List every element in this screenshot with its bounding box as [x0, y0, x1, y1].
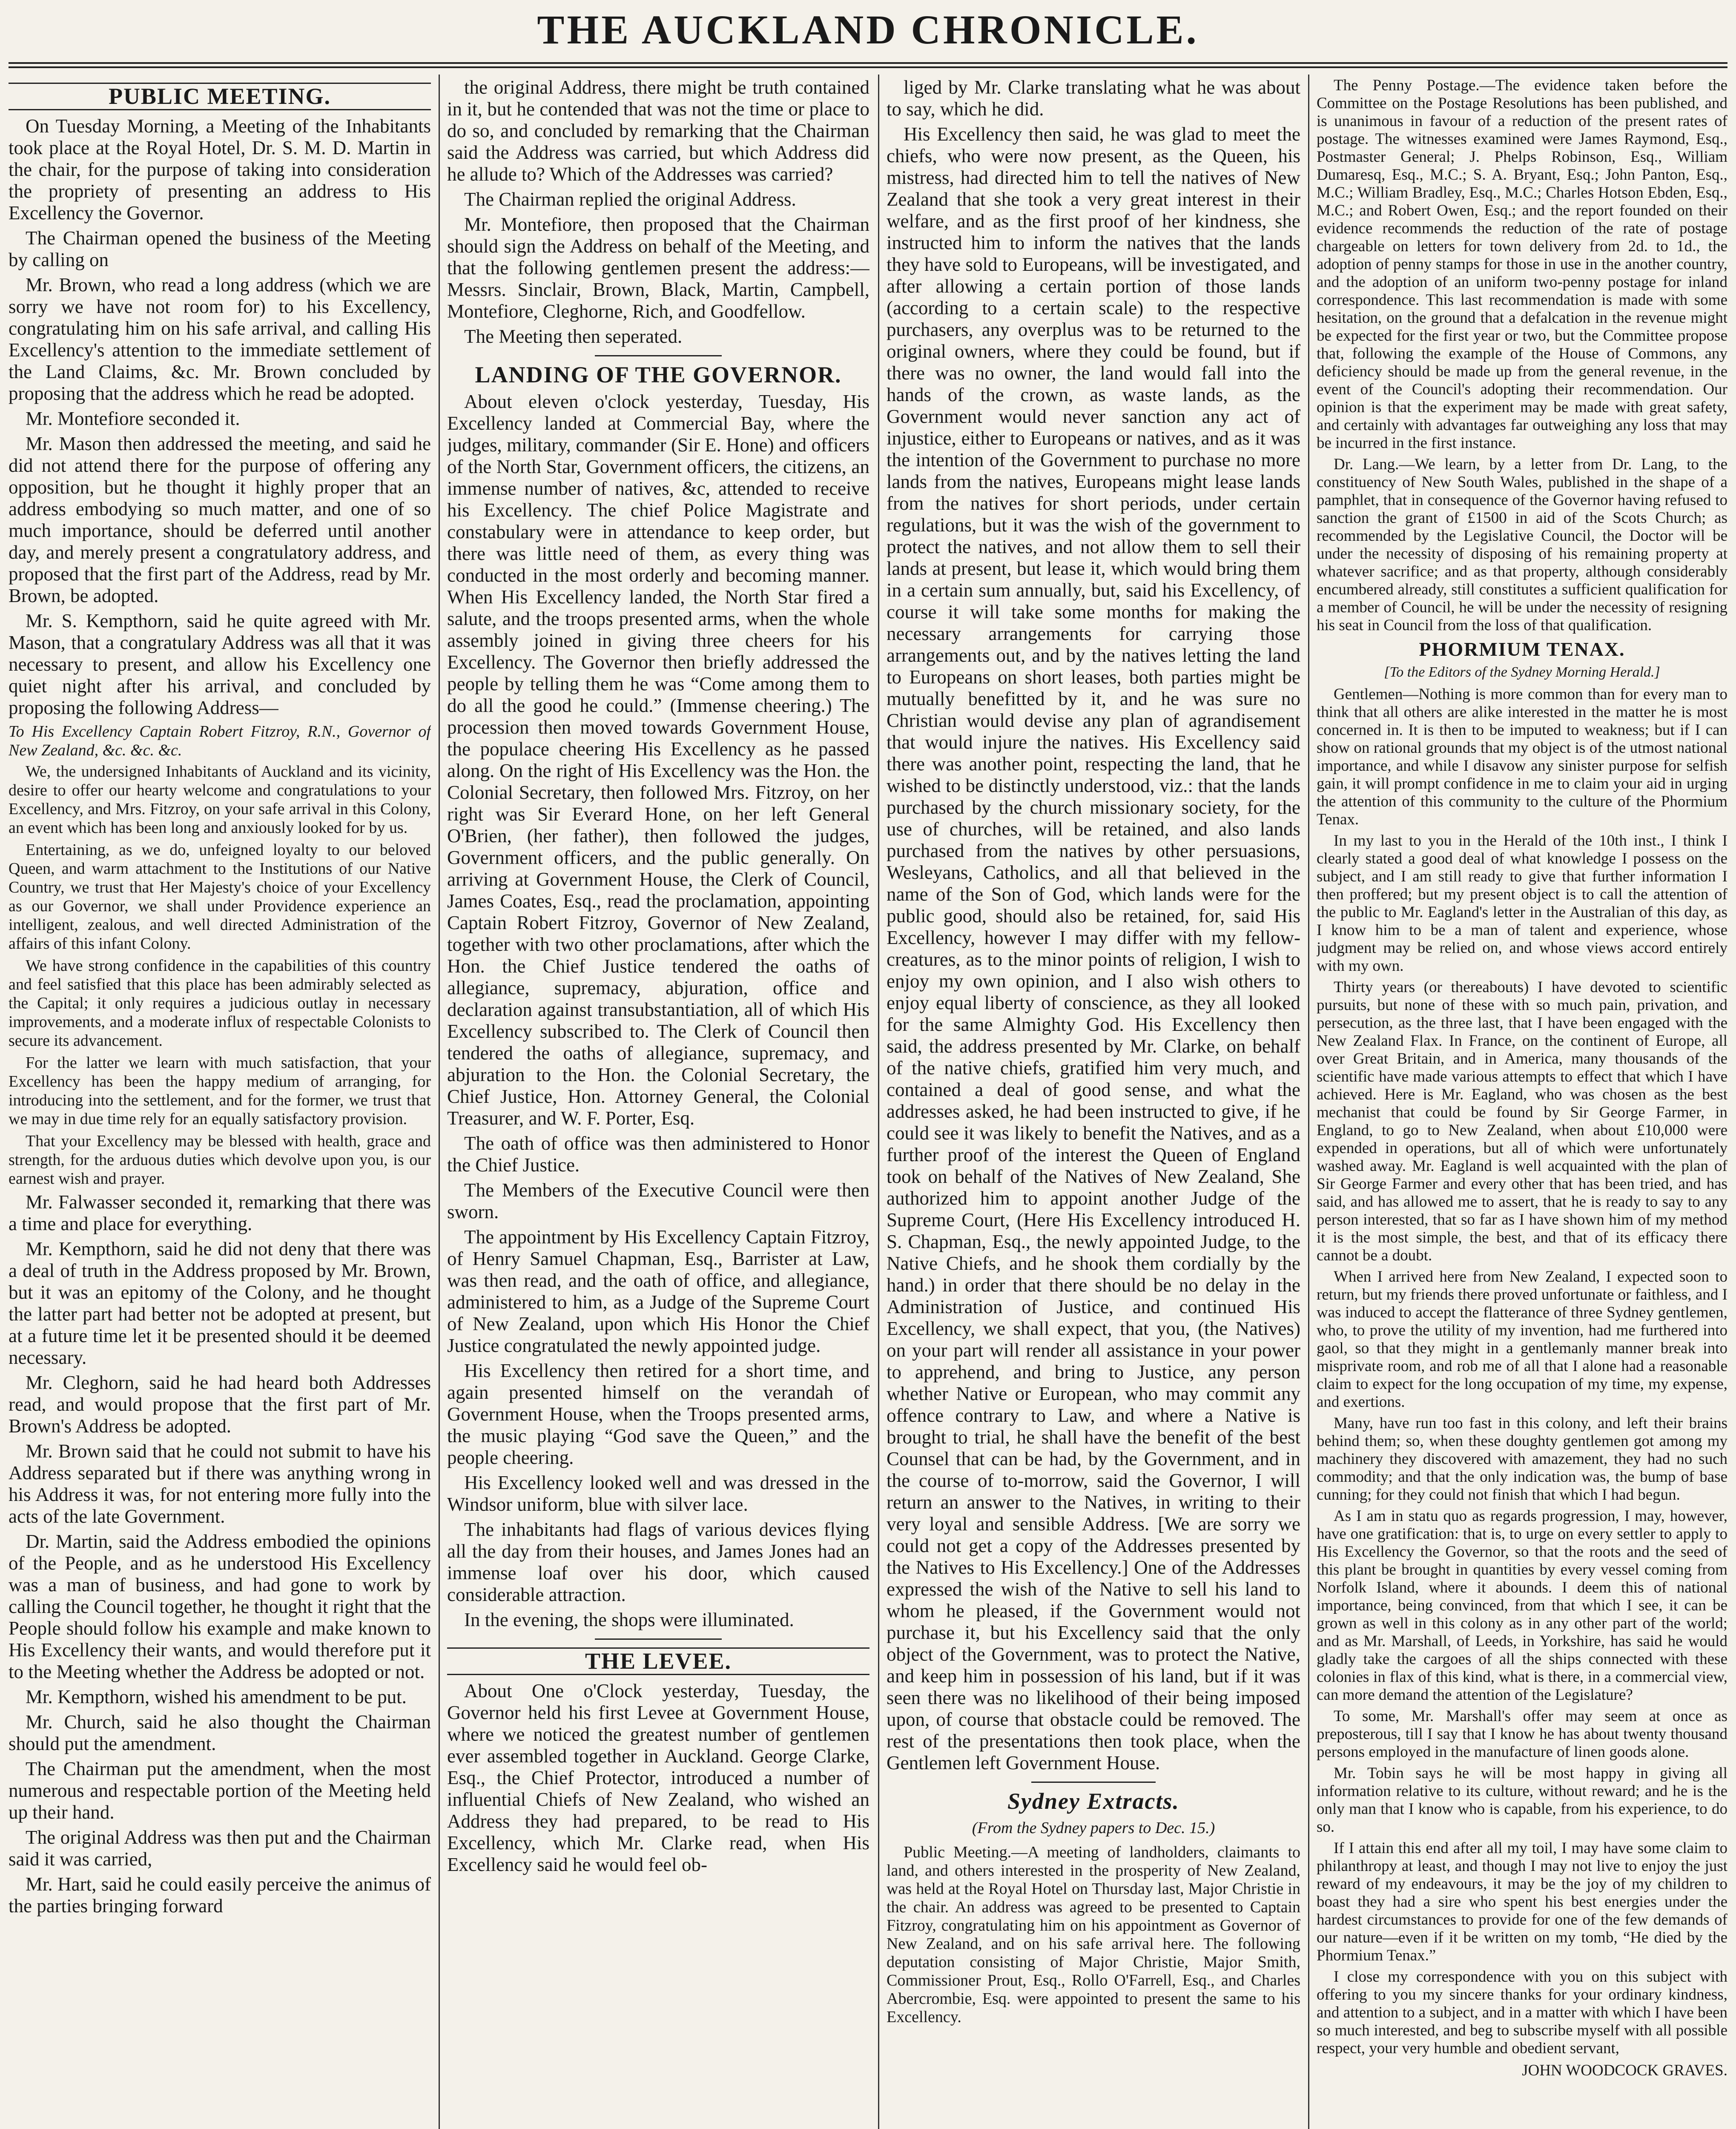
paragraph: The Members of the Executive Council were then sworn.: [447, 1179, 869, 1222]
paragraph: On Tuesday Morning, a Meeting of the Inhabitants took place at the Royal Hotel, Dr. S. M. D. Martin in the chair, for the purpose of taking into consideration the propriety of presenting an address to His Excellency the Governor.: [9, 115, 431, 224]
address-paragraph: We have strong confidence in the capabilities of this country and feel satisfied that this place has been admirably selected as the Capital; it only requires a judicious outlay in necessary improvements, and a moderate influx of respectable Colonists to secure its advancement.: [9, 957, 431, 1050]
sydney-extracts-heading: Sydney Extracts.: [1007, 1788, 1179, 1814]
paragraph: Thirty years (or thereabouts) I have devoted to scientific pursuits, but none of these with so much pain, privation, and persecution, as the three last, that I have been engaged with the New Zealand Flax. In France, on the continent of Europe, all over Great Britain, and in America, many thousands of the scientific have made various attempts to effect that which I have achieved. Here is Mr. Eagland, who was chosen as the best mechanist that could be found by Sir George Farmer, in England, to go to New Zealand, when about £10,000 were expended in operations, but all of which were unfortunately washed away. Mr. Eagland is well acquainted with the plan of Sir George Farmer and every other that has been tried, and has said, and has allowed me to assert, that he is ready to say to any person interested, that so far as I have shown him of my method it is the most simple, the best, and that of its efficacy there cannot be a doubt.: [1317, 978, 1727, 1264]
paragraph: His Excellency looked well and was dressed in the Windsor uniform, blue with silver lace.: [447, 1472, 869, 1515]
paragraph: The Chairman opened the business of the Meeting by calling on: [9, 227, 431, 270]
section-divider: [595, 355, 722, 356]
paragraph: Mr. S. Kempthorn, said he quite agreed with Mr. Mason, that a congratulary Address was all that it was necessary to present, and allow his Excellency one quiet night after his arrival, and concluded by proposing the following Address—: [9, 610, 431, 718]
section-divider: [1031, 1782, 1156, 1783]
paragraph: In the evening, the shops were illuminated.: [464, 1609, 794, 1630]
paragraph: the original Address, there might be truth contained in it, but he contended that was not the time or place to do so, and concluded by remarking that the Chairman said the Address was carried, but which Address did he allude to? Which of the Addresses was carried?: [447, 77, 869, 185]
paragraph: Mr. Cleghorn, said he had heard both Addresses read, and would propose that the first part of Mr. Brown's Address be adopted.: [9, 1372, 431, 1437]
paragraph: The Chairman replied the original Address.: [464, 189, 796, 210]
paragraph: Dr. Lang.—We learn, by a letter from Dr. Lang, to the constituency of New South Wales, published in the shape of a pamphlet, that in consequence of the Governor having refused to sanction the grant of £1500 in aid of the Scots Church; as recommended by the Legislative Council, the Doctor will be under the necessity of disposing of his remaining property at whatever sacrifice; and as that property, although considerably encumbered already, still constitutes a sufficient qualification for a member of Council, he will be under the necessity of resigning his seat in Council from the loss of that qualification.: [1317, 456, 1727, 634]
paragraph: Gentlemen—Nothing is more common than for every man to think that all others are alike interested in the matter he is most concerned in. It is then to be imputed to weakness; but if I can show on rational grounds that my object is of the utmost national importance, and while I disavow any sinister purpose for selfish gain, it will prompt confidence in me to claim your aid in urging the attention of this community to the culture of the Phormium Tenax.: [1317, 686, 1727, 828]
paragraph: The appointment by His Excellency Captain Fitzroy, of Henry Samuel Chapman, Esq., Barrister at Law, was then read, and the oath of office, and allegiance, administered to him, as a Judge of the Supreme Court of New Zealand, upon which His Honor the Chief Justice congratulated the newly appointed judge.: [447, 1226, 869, 1356]
paragraph: The Chairman put the amendment, when the most numerous and respectable portion of the Meeting held up their hand.: [9, 1758, 431, 1823]
column-rule: [1308, 75, 1309, 2129]
levee-heading: THE LEVEE.: [447, 1647, 869, 1675]
paragraph: Mr. Hart, said he could easily perceive the animus of the parties bringing forward: [9, 1874, 431, 1917]
masthead-rule: [9, 62, 1727, 64]
signature: JOHN WOODCOCK GRAVES.: [1522, 2062, 1727, 2079]
paragraph: When I arrived here from New Zealand, I expected soon to return, but my friends there proved unfortunate or faithless, and I was induced to accept the flatterance of three Sydney gentlemen, who, to prove the utility of my invention, had me furthered into gaol, so that they might in a gentlemanly manner break into misprivate room, and rob me of all that I alone had a reasonable claim to expect for the long occupation of my time, my expense, and exertions.: [1317, 1268, 1727, 1411]
paragraph: The inhabitants had flags of various devices flying all the day from their houses, and James Jones had an immense loaf over his door, which caused considerable attraction.: [447, 1519, 869, 1605]
column-4: [1317, 77, 1727, 2129]
paragraph: The Penny Postage.—The evidence taken before the Committee on the Postage Resolutions has been published, and is unanimous in favour of a reduction of the present rates of postage. The witnesses examined were James Raymond, Esq., Postmaster General; J. Phelps Robinson, Esq., William Dumaresq, Esq., M.C.; S. A. Bryant, Esq.; John Panton, Esq., M.C.; William Bradley, Esq., M.C.; Charles Hotson Ebden, Esq., M.C.; and Robert Owen, Esq.; and the report founded on their evidence recommends the reduction of the rate of postage chargeable on letters for town delivery from 2d. to 1d., the adoption of penny stamps for those in use in the another country, and the adoption of an uniform two-penny postage for inland correspondence. This last recommendation is made with some hesitation, on the ground that a defalcation in the revenue might be expected for the first year or two, but the Committee propose that, following the example of the House of Commons, any deficiency should be made up from the general revenue, in the event of the Council's adopting their recommendation. Our opinion is that the experiment may be made with great safety, and certainly with advantages far outweighing any loss that may be incurred in the first instance.: [1317, 77, 1727, 452]
paragraph: His Excellency then said, he was glad to meet the chiefs, who were now present, as the Queen, his mistress, had directed him to tell the natives of New Zealand that she took a very great interest in their welfare, and as the first proof of her kindness, she instructed him to inform the natives that the lands they have sold to Europeans, will be investigated, and after allowing a certain portion of those lands (according to a certain scale) to the respective purchasers, any overplus was to be returned to the original owners, where they could be found, but if there was no owner, the land would fall into the hands of the crown, as waste lands, as the Government would never sanction any act of injustice, either to Europeans or natives, and as it was the intention of the Government to purchase no more lands from the natives, Europeans might lease lands from the natives for short periods, under certain regulations, but it was the wish of the government to protect the natives, and not allow them to sell their lands at present, but lease it, which would bring them in a certain sum annually, but, said his Excellency, of course it will take some months for making the necessary arrangements for carrying those arrangements out, and by the natives letting the land to Europeans on short leases, both parties might be mutually benefitted by it, and he was sure no Christian would devise any plan of agrandisement that would injure the natives. His Excellency said there was another point, respecting the land, that he wished to be distinctly understood, viz.: that the lands purchased by the church missionary society, for the use of churches, will be retained, and also lands purchased from the natives by other persuasions, Wesleyans, Catholics, and all that believed in the name of the Son of God, which lands were for the public good, should also be retained, for, said His Excellency, however I may differ with my fellow-creatures, as to the minor points of religion, I wish to enjoy my own opinion, and I also wish others to enjoy equal liberty of conscience, as they all looked for the same Almighty God. His Excellency then said, the address presented by Mr. Clarke, on behalf of the native chiefs, gratified him very much, and contained a deal of good sense, and what the addresses asked, he had been instructed to give, if he could see it was likely to benefit the Natives, and as a further proof of the interest the Queen of England took on behalf of the Natives of New Zealand, She authorized him to appoint another Judge of the Supreme Court, (Here His Excellency introduced H. S. Chapman, Esq., the newly appointed Judge, to the Native Chiefs, and he shook them cordially by the hand.) in order that there should be no delay in the Administration of Justice, and continued His Excellency, we shall expect, that you, (the Natives) on your part will render all assistance in your power to apprehend, and bring to Justice, any person whether Native or European, who may commit any offence contrary to Law, and where a Native is brought to trial, he shall have the benefit of the best Counsel that can be had, by the Government, and in the course of to-morrow, said the Governor, I will return an answer to the Natives, in writing to their very loyal and sensible Address. [We are sorry we could not get a copy of the Addresses presented by the Natives to His Excellency.] One of the Addresses expressed the wish of the Native to sell his land to whom he pleased, if the Government would not purchase it, but his Excellency said that the only object of the Government, was to protect the Native, and keep him in possession of his land, but if it was seen there was no likelihood of their being imposed upon, of course that obstacle could be removed. The rest of the presentations then took place, when the Gentlemen left Government House.: [887, 123, 1300, 1773]
address-paragraph: For the latter we learn with much satisfaction, that your Excellency has been the happy medium of arranging, for introducing into the settlement, and for the former, we trust that we may in due time rely for an equally satisfactory provision.: [9, 1054, 431, 1128]
column-3: [887, 77, 1300, 2129]
phormium-subhead: [To the Editors of the Sydney Morning Herald.]: [1384, 664, 1660, 680]
public-meeting-heading: PUBLIC MEETING.: [9, 83, 431, 110]
paragraph: Many, have run too fast in this colony, and left their brains behind them; so, when these doughty gentlemen got among my machinery they discovered with amazement, they had no such commodity; and that the only indication was, the bump of base cunning; for they could not finish that which I had begun.: [1317, 1415, 1727, 1503]
paragraph: The oath of office was then administered to Honor the Chief Justice.: [447, 1133, 869, 1176]
paragraph: To some, Mr. Marshall's offer may seem at once as preposterous, till I say that I know he has about twenty thousand persons employed in the manufacture of linen goods alone.: [1317, 1707, 1727, 1761]
paragraph: As I am in statu quo as regards progression, I may, however, have one gratification: that is, to urge on every settler to apply to His Excellency the Governor, so that the roots and the seed of this plant be brought in quantities by every vessel coming from Norfolk Island, where it abounds. I deem this of national importance, being convinced, from that which I see, it can be grown as well in this colony as in any other part of the world; and as Mr. Marshall, of Leeds, in Yorkshire, has said he would gladly take the cargoes of all the ships connected with these colonies in flax of this kind, what is there, in a commercial view, can more demand the attention of the Legislature?: [1317, 1507, 1727, 1704]
paragraph: I close my correspondence with you on this subject with offering to you my sincere thanks for your ordinary kindness, and attention to a subject, and in a matter with which I have been so much interested, and beg to subscribe myself with all possible respect, your very humble and obedient servant,: [1317, 1968, 1727, 2057]
paragraph: Mr. Tobin says he will be most happy in giving all information relative to its culture, without reward; and he is the only man that I know who is capable, from his experience, to do so.: [1317, 1765, 1727, 1836]
paragraph: Mr. Montefiore, then proposed that the Chairman should sign the Address on behalf of the Meeting, and that the following gentlemen present the address:—Messrs. Sinclair, Brown, Black, Martin, Campbell, Montefiore, Cleghorne, Rich, and Goodfellow.: [447, 214, 869, 322]
paragraph: About One o'Clock yesterday, Tuesday, the Governor held his first Levee at Government House, where we noticed the greatest number of gentlemen ever assembled together in Auckland. George Clarke, Esq., the Chief Protector, introduced a number of influential Chiefs of New Zealand, who wished an Address they had prepared, to be read to His Excellency, which Mr. Clarke read, when His Excellency said he would feel ob-: [447, 1680, 869, 1875]
paragraph: The Meeting then seperated.: [464, 326, 683, 347]
phormium-heading: PHORMIUM TENAX.: [1419, 638, 1625, 660]
address-paragraph: Entertaining, as we do, unfeigned loyalty to our beloved Queen, and warm attachment to the Institutions of our Native Country, we trust that Her Majesty's choice of your Excellency as our Governor, we shall under Providence experience an intelligent, zealous, and well directed Administration of the affairs of this infant Colony.: [9, 841, 431, 953]
paragraph: Mr. Falwasser seconded it, remarking that there was a time and place for everything.: [9, 1191, 431, 1234]
paragraph: Mr. Brown said that he could not submit to have his Address separated but if there was anything wrong in his Address it was, for not entering more fully into the acts of the late Government.: [9, 1440, 431, 1527]
paragraph: Mr. Montefiore seconded it.: [26, 408, 240, 429]
address-title: To His Excellency Captain Robert Fitzroy, R.N., Governor of New Zealand, &c. &c. &c.: [9, 723, 431, 759]
section-divider: [595, 1638, 722, 1640]
paragraph: Mr. Kempthorn, said he did not deny that there was a deal of truth in the Address proposed by Mr. Brown, but it was an epitomy of the Colony, and he thought the latter part had better not be adopted at present, but at a future time let it be presented should it be deemed necessary.: [9, 1238, 431, 1368]
paragraph: Mr. Kempthorn, wished his amendment to be put.: [26, 1686, 407, 1707]
landing-heading: LANDING OF THE GOVERNOR.: [475, 362, 842, 387]
paragraph: The original Address was then put and the Chairman said it was carried,: [9, 1827, 431, 1870]
column-rule: [439, 75, 440, 2129]
paragraph: His Excellency then retired for a short time, and again presented himself on the verandah of Government House, when the Troops presented arms, the music playing “God save the Queen,” and the people cheering.: [447, 1360, 869, 1468]
column-2: [447, 77, 869, 2129]
paragraph: Dr. Martin, said the Address embodied the opinions of the People, and as he understood His Excellency was a man of business, and had gone to work by calling the Council together, he thought it right that the People should follow his example and make known to His Excellency their wants, and would therefore put it to the Meeting whether the Address be adopted or not.: [9, 1531, 431, 1682]
paragraph: Mr. Mason then addressed the meeting, and said he did not attend there for the purpose of offering any opposition, but he thought it highly proper that an address embodying so much matter, and one of so much importance, should be deferred until another day, and merely present a congratulatory address, and proposed that the first part of the Address, read by Mr. Brown, be adopted.: [9, 433, 431, 606]
masthead-title: THE AUCKLAND CHRONICLE.: [537, 7, 1199, 52]
paragraph: liged by Mr. Clarke translating what he was about to say, which he did.: [887, 77, 1300, 120]
column-1: [9, 77, 431, 2129]
column-rule: [878, 75, 879, 2129]
address-paragraph: We, the undersigned Inhabitants of Auckland and its vicinity, desire to offer our hearty welcome and congratulations to your Excellency, and Mrs. Fitzroy, on your safe arrival in this Colony, an event which has been long and anxiously looked for by us.: [9, 763, 431, 837]
paragraph: If I attain this end after all my toil, I may have some claim to philanthropy at least, and though I may not live to enjoy the just reward of my endeavours, it may be the joy of my children to boast they had a sire who spent his best energies under the hardest circumstances to provide for one of the few demands of our nature—even if it be written on my tomb, “He died by the Phormium Tenax.”: [1317, 1839, 1727, 1964]
paragraph: About eleven o'clock yesterday, Tuesday, His Excellency landed at Commercial Bay, where the judges, military, commander (Sir E. Hone) and officers of the North Star, Government officers, the citizens, an immense number of natives, &c, attended to receive his Excellency. The chief Police Magistrate and constabulary were in attendance to keep order, but there was little need of them, as every thing was conducted in the most orderly and becoming manner. When His Excellency landed, the North Star fired a salute, and the troops presented arms, when the whole assembly joined in giving three cheers for his Excellency. The Governor then briefly addressed the people by telling them he was “Come among them to do all the good he could.” (Immense cheering.) The procession then moved towards Government House, the populace cheering His Excellency as he passed along. On the right of His Excellency was the Hon. the Colonial Secretary, then followed Mrs. Fitzroy, on her right was Sir Everard Hone, on her left General O'Brien, (her father), then followed the judges, Government officers, and the public generally. On arriving at Government House, the Clerk of Council, James Coates, Esq., read the proclamation, appointing Captain Robert Fitzroy, Governor of New Zealand, together with two other proclamations, after which the Hon. the Chief Justice tendered the oaths of allegiance, supremacy, abjuration, office and declaration against transubstantiation, all of which His Excellency subscribed to. The Clerk of Council then tendered the oaths of allegiance, supremacy, and abjuration to the Hon. the Colonial Secretary, the Chief Justice, Hon. Attorney General, the Colonial Treasurer, and W. F. Porter, Esq.: [447, 391, 869, 1129]
paragraph: Mr. Church, said he also thought the Chairman should put the amendment.: [9, 1711, 431, 1754]
masthead-rule-double: [9, 66, 1727, 68]
sydney-extracts-subhead: (From the Sydney papers to Dec. 15.): [972, 1819, 1215, 1837]
address-paragraph: That your Excellency may be blessed with health, grace and strength, for the arduous duties which devolve upon you, is our earnest wish and prayer.: [9, 1132, 431, 1188]
paragraph: Public Meeting.—A meeting of landholders, claimants to land, and others interested in the prosperity of New Zealand, was held at the Royal Hotel on Thursday last, Major Christie in the chair. An address was agreed to be presented to Captain Fitzroy, congratulating him on his appointment as Governor of New Zealand, and on his safe arrival here. The following deputation consisting of Major Christie, Major Smith, Commissioner Prout, Esq., Rollo O'Farrell, Esq., and Charles Abercrombie, Esq. were appointed to present the same to his Excellency.: [887, 1843, 1300, 2026]
paragraph: In my last to you in the Herald of the 10th inst., I think I clearly stated a good deal of what knowledge I possess on the subject, and I am still ready to give that further information I then proffered; but my present object is to call the attention of the public to Mr. Eagland's letter in the Australian of this day, as I know him to be a man of talent and experience, whose judgment may be relied on, and whose views accord entirely with my own.: [1317, 832, 1727, 975]
paragraph: Mr. Brown, who read a long address (which we are sorry we have not room for) to his Excellency, congratulating him on his safe arrival, and calling His Excellency's attention to the immediate settlement of the Land Claims, &c. Mr. Brown concluded by proposing that the address which he read be adopted.: [9, 274, 431, 404]
address-block: [9, 722, 431, 1188]
